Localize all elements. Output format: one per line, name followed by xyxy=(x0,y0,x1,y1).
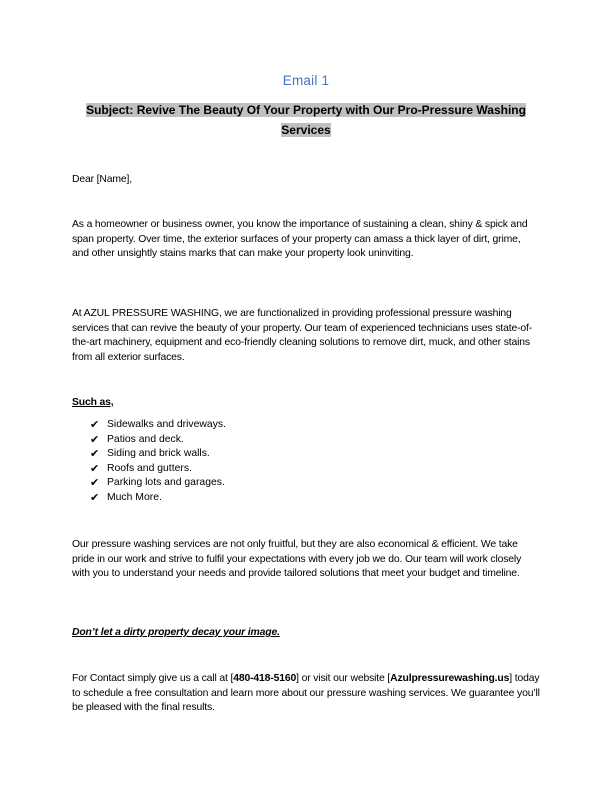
checkmark-icon: ✔ xyxy=(90,462,100,475)
subject-line-1: Subject: Revive The Beauty Of Your Property with Our Pro-Pressure Washing xyxy=(86,103,526,117)
list-item: ✔ Parking lots and garages. xyxy=(90,477,225,490)
services-list xyxy=(90,418,226,506)
list-item: ✔ Sidewalks and driveways. xyxy=(90,419,226,431)
list-heading: Such as, xyxy=(72,397,114,408)
checkmark-icon: ✔ xyxy=(90,419,100,431)
phone-number: 480-418-5160 xyxy=(233,673,297,684)
checkmark-icon: ✔ xyxy=(90,433,100,446)
checkmark-icon: ✔ xyxy=(90,448,100,461)
checkmark-icon: ✔ xyxy=(90,477,100,490)
list-item: ✔ Siding and brick walls. xyxy=(90,448,210,461)
document-title: Email 1 xyxy=(282,73,330,88)
list-item: ✔ Roofs and gutters. xyxy=(90,462,192,475)
website-link: Azulpressurewashing.us xyxy=(390,673,510,684)
greeting: Dear [Name], xyxy=(72,174,132,185)
checkmark-icon: ✔ xyxy=(90,491,100,504)
paragraph-benefits: Our pressure washing services are not only fruitful, but they are also economical & efficient. We take pride in our work and strive to fulfil your expectations with every job we do. Our team will work closely with you to understand your needs and provide tailored solutions that meet your budget and timeline. xyxy=(72,539,522,580)
list-item: ✔ Patios and deck. xyxy=(90,433,184,446)
paragraph-intro: As a homeowner or business owner, you know the importance of sustaining a clean, shiny & spick and span property. Over time, the exterior surfaces of your property can amass a thick layer of dirt, grime, and other unsightly stains marks that can make your property look uninviting. xyxy=(72,219,528,260)
subject-line xyxy=(72,100,540,140)
paragraph-contact: For Contact simply give us a call at [480-418-5160] or visit our website [Azulpressurewashing.us] today to schedule a free consultation and learn more about our pressure washing services. We guarantee you’ll be pleased with the final results. xyxy=(72,673,540,714)
paragraph-company: At AZUL PRESSURE WASHING, we are functionalized in providing professional pressure washing services that can revive the beauty of your property. Our team of experienced technicians uses state-of-the-art machinery, equipment and eco-friendly cleaning solutions to remove dirt, muck, and other stains from all exterior surfaces. xyxy=(72,308,533,363)
subject-line-2: Services xyxy=(281,123,331,137)
list-item: ✔ Much More. xyxy=(90,491,162,504)
tagline: Don’t let a dirty property decay your image. xyxy=(72,627,280,638)
